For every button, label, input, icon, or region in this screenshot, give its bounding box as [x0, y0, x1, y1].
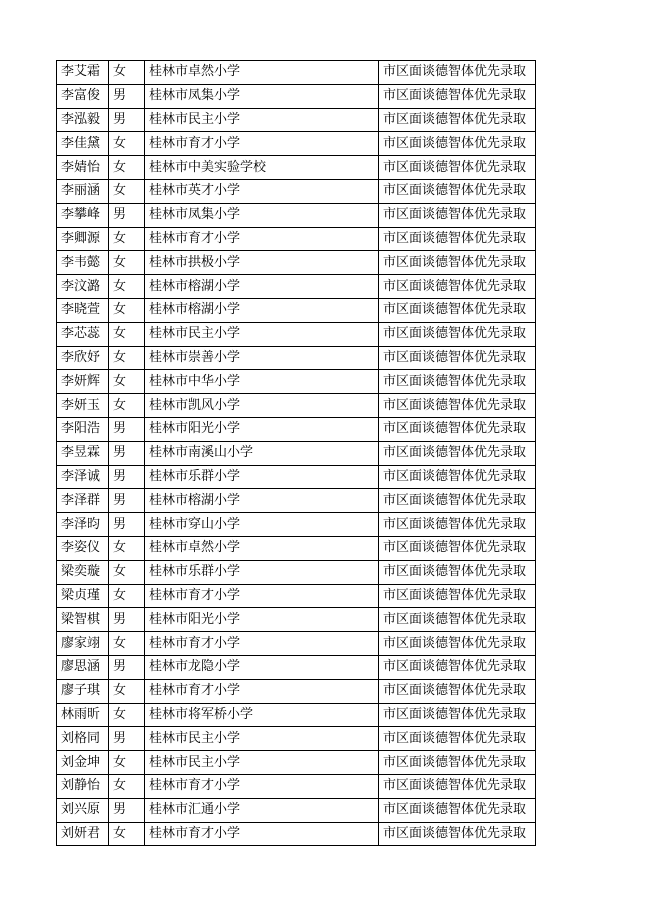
gender-cell: 男	[109, 513, 145, 537]
school-cell: 桂林市民主小学	[145, 727, 379, 751]
school-cell: 桂林市将军桥小学	[145, 703, 379, 727]
admission-result-cell: 市区面谈德智体优先录取	[379, 632, 536, 656]
table-row	[57, 84, 536, 108]
school-cell: 桂林市阳光小学	[145, 608, 379, 632]
gender-cell: 女	[109, 346, 145, 370]
table-row	[57, 632, 536, 656]
gender-cell: 女	[109, 560, 145, 584]
school-cell: 桂林市英才小学	[145, 179, 379, 203]
admission-result-cell: 市区面谈德智体优先录取	[379, 394, 536, 418]
gender-cell: 女	[109, 132, 145, 156]
gender-cell: 女	[109, 536, 145, 560]
student-name-cell: 李攀峰	[57, 203, 109, 227]
student-name-cell: 李晓萱	[57, 298, 109, 322]
gender-cell: 男	[109, 608, 145, 632]
admission-result-cell: 市区面谈德智体优先录取	[379, 560, 536, 584]
school-cell: 桂林市穿山小学	[145, 513, 379, 537]
school-cell: 桂林市拱极小学	[145, 251, 379, 275]
school-cell: 桂林市育才小学	[145, 132, 379, 156]
admission-result-cell: 市区面谈德智体优先录取	[379, 61, 536, 85]
student-name-cell: 刘格同	[57, 727, 109, 751]
school-cell: 桂林市育才小学	[145, 679, 379, 703]
student-name-cell: 李汶潞	[57, 275, 109, 299]
admission-result-cell: 市区面谈德智体优先录取	[379, 536, 536, 560]
student-name-cell: 李婧怡	[57, 156, 109, 180]
table-row	[57, 608, 536, 632]
gender-cell: 男	[109, 203, 145, 227]
student-name-cell: 李卿源	[57, 227, 109, 251]
student-name-cell: 廖思涵	[57, 655, 109, 679]
admission-result-cell: 市区面谈德智体优先录取	[379, 108, 536, 132]
gender-cell: 男	[109, 489, 145, 513]
admission-result-cell: 市区面谈德智体优先录取	[379, 798, 536, 822]
admission-result-cell: 市区面谈德智体优先录取	[379, 465, 536, 489]
student-name-cell: 李泓毅	[57, 108, 109, 132]
school-cell: 桂林市崇善小学	[145, 346, 379, 370]
gender-cell: 女	[109, 703, 145, 727]
admission-result-cell: 市区面谈德智体优先录取	[379, 370, 536, 394]
table-row	[57, 703, 536, 727]
school-cell: 桂林市凤集小学	[145, 84, 379, 108]
gender-cell: 女	[109, 751, 145, 775]
school-cell: 桂林市中美实验学校	[145, 156, 379, 180]
gender-cell: 男	[109, 417, 145, 441]
school-cell: 桂林市榕湖小学	[145, 489, 379, 513]
table-row	[57, 251, 536, 275]
admission-table	[56, 60, 536, 846]
school-cell: 桂林市凯风小学	[145, 394, 379, 418]
table-row	[57, 108, 536, 132]
table-row	[57, 727, 536, 751]
school-cell: 桂林市汇通小学	[145, 798, 379, 822]
student-name-cell: 李妍辉	[57, 370, 109, 394]
table-body	[57, 61, 536, 846]
school-cell: 桂林市阳光小学	[145, 417, 379, 441]
school-cell: 桂林市中华小学	[145, 370, 379, 394]
student-name-cell: 李泽昀	[57, 513, 109, 537]
admission-result-cell: 市区面谈德智体优先录取	[379, 346, 536, 370]
table-row	[57, 179, 536, 203]
student-name-cell: 李泽诚	[57, 465, 109, 489]
admission-result-cell: 市区面谈德智体优先录取	[379, 727, 536, 751]
table-row	[57, 370, 536, 394]
gender-cell: 男	[109, 655, 145, 679]
table-row	[57, 774, 536, 798]
school-cell: 桂林市育才小学	[145, 227, 379, 251]
table-row	[57, 203, 536, 227]
admission-result-cell: 市区面谈德智体优先录取	[379, 298, 536, 322]
school-cell: 桂林市南溪山小学	[145, 441, 379, 465]
admission-result-cell: 市区面谈德智体优先录取	[379, 584, 536, 608]
student-name-cell: 刘兴原	[57, 798, 109, 822]
gender-cell: 女	[109, 179, 145, 203]
admission-result-cell: 市区面谈德智体优先录取	[379, 703, 536, 727]
admission-result-cell: 市区面谈德智体优先录取	[379, 822, 536, 846]
gender-cell: 女	[109, 370, 145, 394]
student-name-cell: 李佳黛	[57, 132, 109, 156]
gender-cell: 男	[109, 441, 145, 465]
admission-result-cell: 市区面谈德智体优先录取	[379, 179, 536, 203]
school-cell: 桂林市榕湖小学	[145, 298, 379, 322]
admission-result-cell: 市区面谈德智体优先录取	[379, 513, 536, 537]
admission-result-cell: 市区面谈德智体优先录取	[379, 655, 536, 679]
student-name-cell: 廖家翊	[57, 632, 109, 656]
student-name-cell: 刘金坤	[57, 751, 109, 775]
admission-result-cell: 市区面谈德智体优先录取	[379, 132, 536, 156]
school-cell: 桂林市育才小学	[145, 632, 379, 656]
table-row	[57, 394, 536, 418]
student-name-cell: 梁贞瑾	[57, 584, 109, 608]
school-cell: 桂林市龙隐小学	[145, 655, 379, 679]
table-row	[57, 465, 536, 489]
student-name-cell: 李欣妤	[57, 346, 109, 370]
table-row	[57, 679, 536, 703]
gender-cell: 男	[109, 84, 145, 108]
table-row	[57, 275, 536, 299]
school-cell: 桂林市乐群小学	[145, 560, 379, 584]
student-name-cell: 林雨昕	[57, 703, 109, 727]
school-cell: 桂林市乐群小学	[145, 465, 379, 489]
table-row	[57, 132, 536, 156]
school-cell: 桂林市卓然小学	[145, 536, 379, 560]
gender-cell: 女	[109, 774, 145, 798]
student-name-cell: 李富俊	[57, 84, 109, 108]
student-name-cell: 李丽涵	[57, 179, 109, 203]
table-row	[57, 441, 536, 465]
admission-result-cell: 市区面谈德智体优先录取	[379, 751, 536, 775]
admission-result-cell: 市区面谈德智体优先录取	[379, 275, 536, 299]
gender-cell: 男	[109, 727, 145, 751]
gender-cell: 女	[109, 275, 145, 299]
admission-result-cell: 市区面谈德智体优先录取	[379, 203, 536, 227]
school-cell: 桂林市卓然小学	[145, 61, 379, 85]
student-name-cell: 梁智棋	[57, 608, 109, 632]
table-row	[57, 751, 536, 775]
table-row	[57, 156, 536, 180]
table-row	[57, 798, 536, 822]
student-name-cell: 李泽群	[57, 489, 109, 513]
school-cell: 桂林市民主小学	[145, 751, 379, 775]
school-cell: 桂林市民主小学	[145, 322, 379, 346]
admission-result-cell: 市区面谈德智体优先录取	[379, 489, 536, 513]
gender-cell: 女	[109, 61, 145, 85]
student-name-cell: 梁奕璇	[57, 560, 109, 584]
table-row	[57, 417, 536, 441]
gender-cell: 女	[109, 679, 145, 703]
table-row	[57, 322, 536, 346]
school-cell: 桂林市凤集小学	[145, 203, 379, 227]
table-row	[57, 822, 536, 846]
school-cell: 桂林市育才小学	[145, 774, 379, 798]
student-name-cell: 李昱霖	[57, 441, 109, 465]
admission-result-cell: 市区面谈德智体优先录取	[379, 156, 536, 180]
admission-result-cell: 市区面谈德智体优先录取	[379, 322, 536, 346]
gender-cell: 男	[109, 798, 145, 822]
school-cell: 桂林市榕湖小学	[145, 275, 379, 299]
admission-result-cell: 市区面谈德智体优先录取	[379, 417, 536, 441]
admission-result-cell: 市区面谈德智体优先录取	[379, 679, 536, 703]
student-name-cell: 刘妍君	[57, 822, 109, 846]
table-row	[57, 513, 536, 537]
table-row	[57, 489, 536, 513]
table-row	[57, 655, 536, 679]
student-name-cell: 李阳浩	[57, 417, 109, 441]
admission-result-cell: 市区面谈德智体优先录取	[379, 774, 536, 798]
student-name-cell: 刘静怡	[57, 774, 109, 798]
school-cell: 桂林市育才小学	[145, 584, 379, 608]
student-name-cell: 李韦懿	[57, 251, 109, 275]
table-row	[57, 61, 536, 85]
table-row	[57, 227, 536, 251]
student-name-cell: 李妍玉	[57, 394, 109, 418]
gender-cell: 女	[109, 298, 145, 322]
gender-cell: 女	[109, 394, 145, 418]
student-name-cell: 李芯蕊	[57, 322, 109, 346]
admission-result-cell: 市区面谈德智体优先录取	[379, 608, 536, 632]
gender-cell: 男	[109, 108, 145, 132]
table-row	[57, 346, 536, 370]
admission-result-cell: 市区面谈德智体优先录取	[379, 441, 536, 465]
gender-cell: 男	[109, 465, 145, 489]
student-name-cell: 李姿仪	[57, 536, 109, 560]
admission-result-cell: 市区面谈德智体优先录取	[379, 227, 536, 251]
table-row	[57, 536, 536, 560]
gender-cell: 女	[109, 156, 145, 180]
school-cell: 桂林市民主小学	[145, 108, 379, 132]
gender-cell: 女	[109, 584, 145, 608]
gender-cell: 女	[109, 251, 145, 275]
table-row	[57, 560, 536, 584]
student-name-cell: 廖子琪	[57, 679, 109, 703]
student-name-cell: 李艾霜	[57, 61, 109, 85]
gender-cell: 女	[109, 632, 145, 656]
gender-cell: 女	[109, 822, 145, 846]
admission-result-cell: 市区面谈德智体优先录取	[379, 84, 536, 108]
table-row	[57, 298, 536, 322]
table-row	[57, 584, 536, 608]
admission-result-cell: 市区面谈德智体优先录取	[379, 251, 536, 275]
gender-cell: 女	[109, 322, 145, 346]
school-cell: 桂林市育才小学	[145, 822, 379, 846]
gender-cell: 女	[109, 227, 145, 251]
